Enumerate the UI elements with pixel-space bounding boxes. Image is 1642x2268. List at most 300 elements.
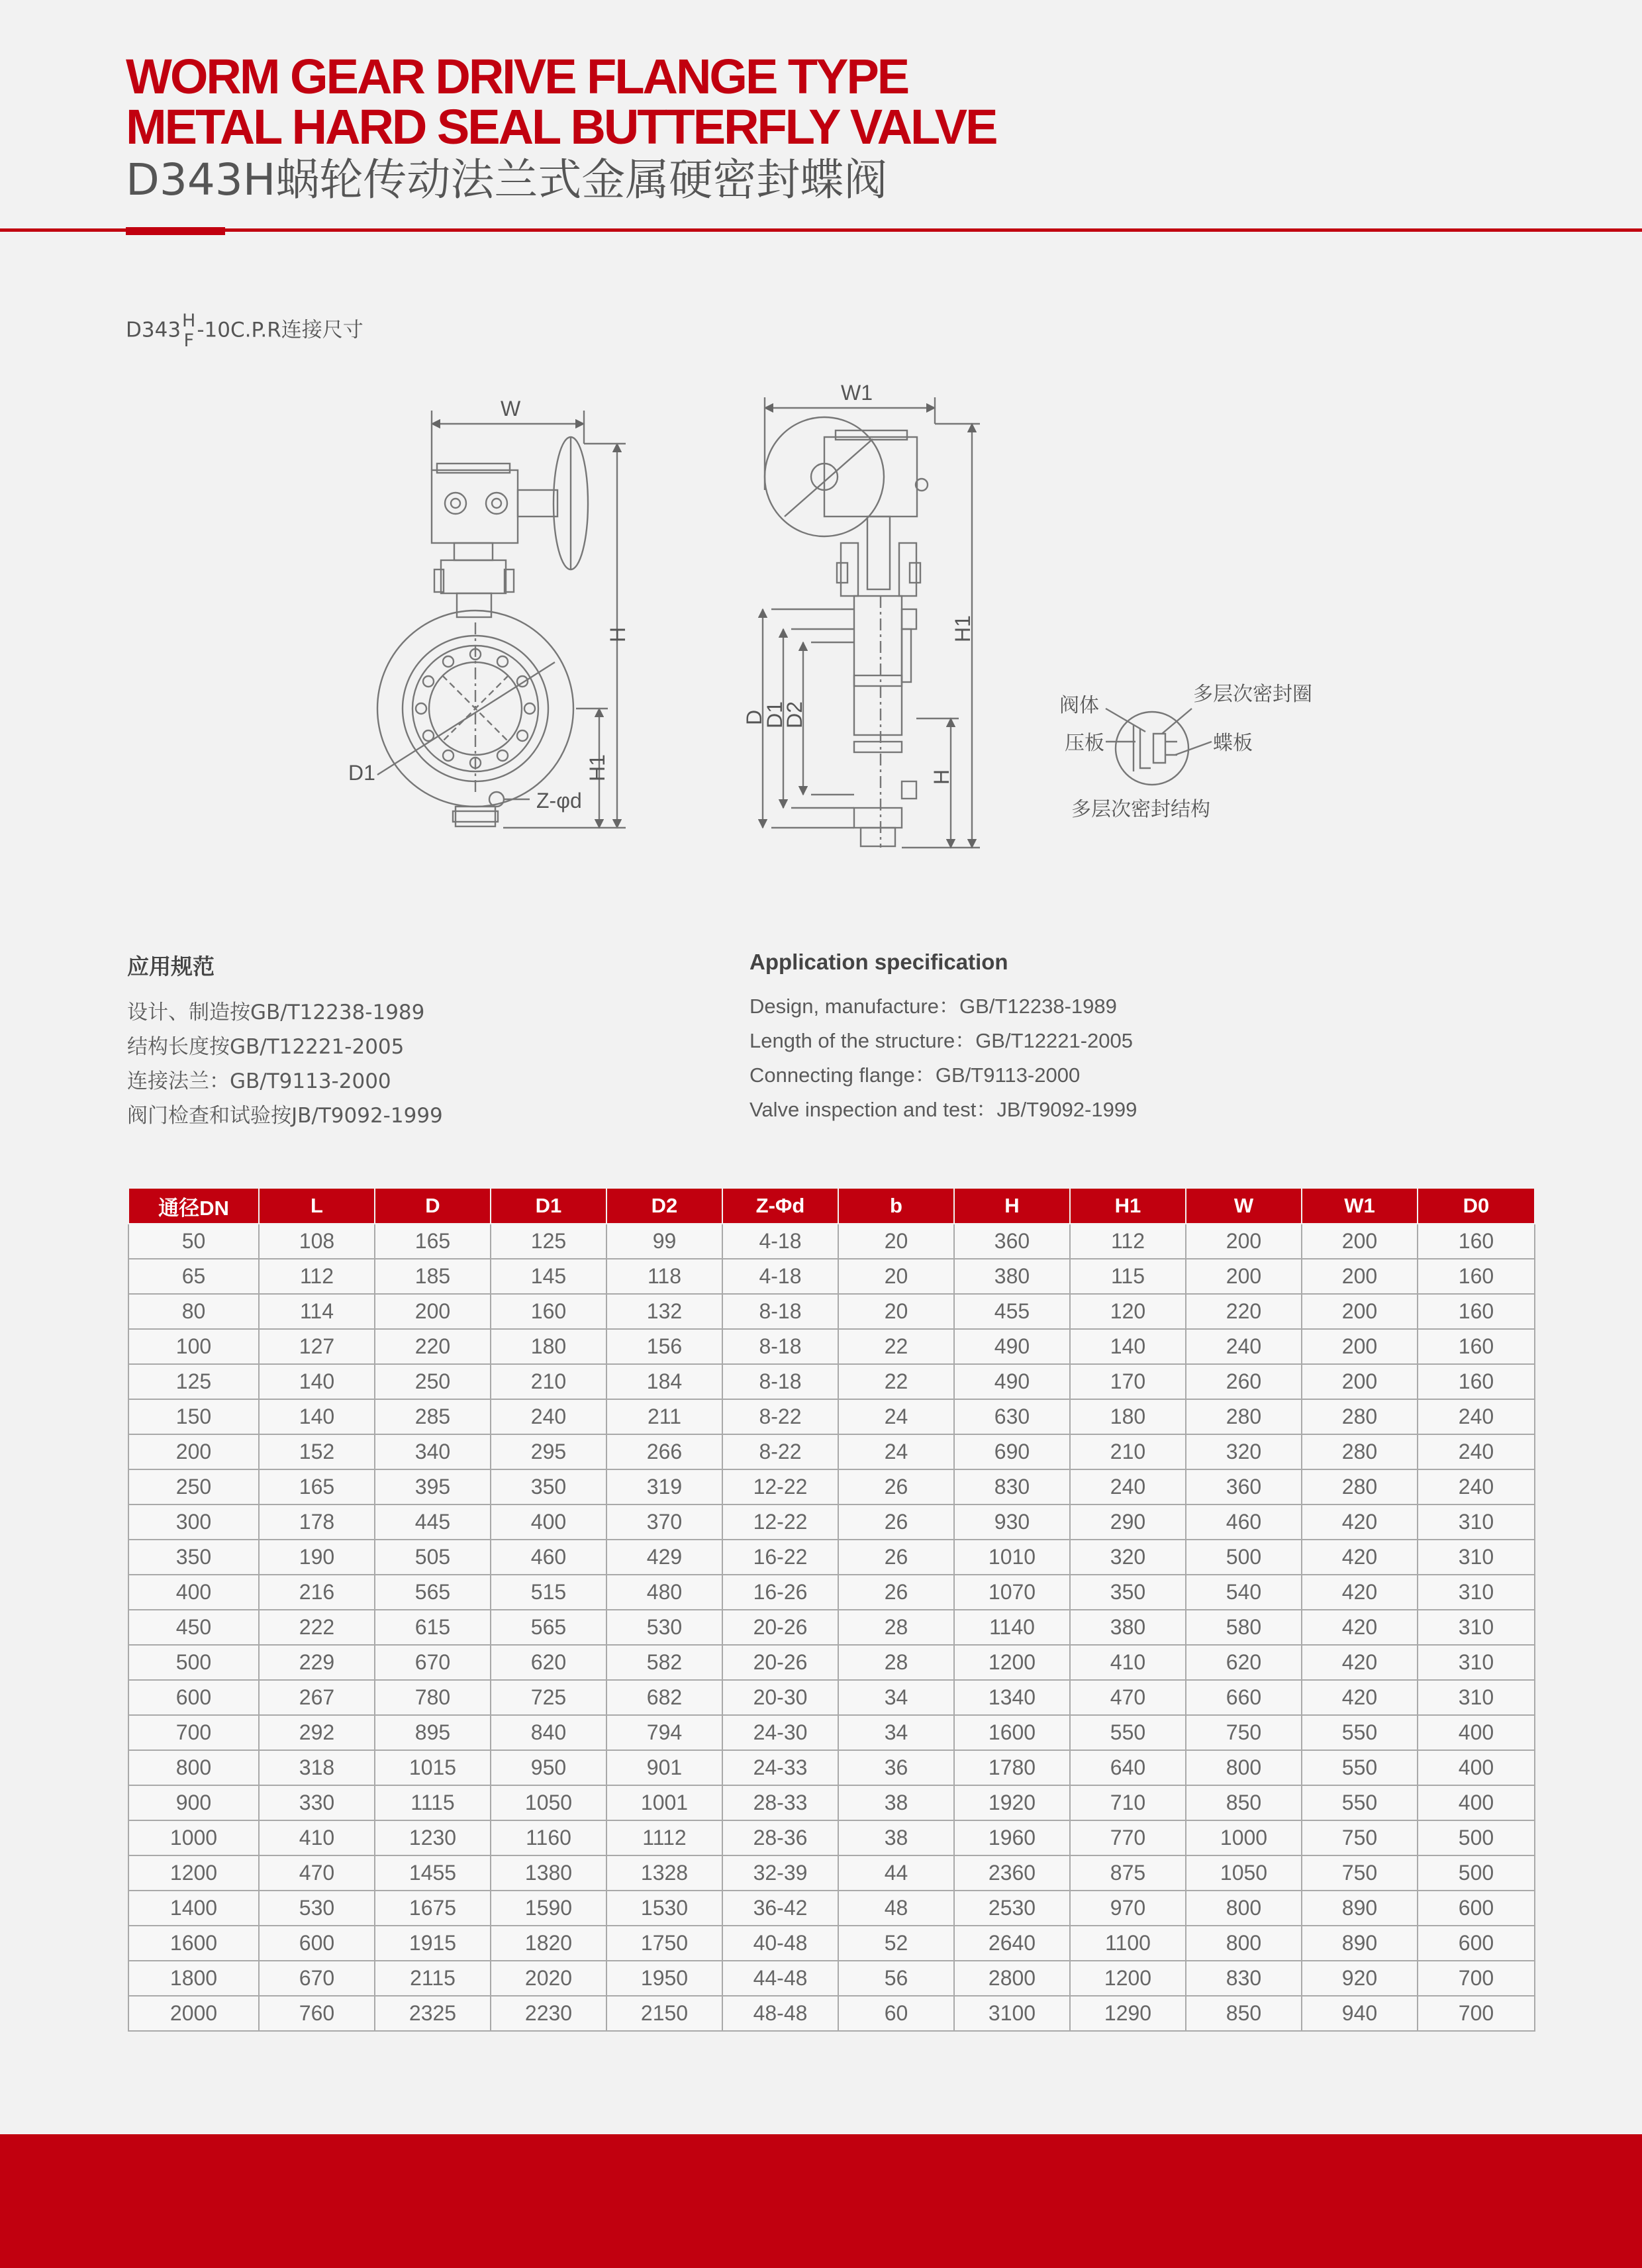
table-cell: 445 bbox=[375, 1504, 491, 1540]
table-cell: 395 bbox=[375, 1469, 491, 1504]
table-row bbox=[128, 1540, 1535, 1575]
table-cell: 2115 bbox=[375, 1961, 491, 1996]
table-cell: 830 bbox=[1186, 1961, 1302, 1996]
spec-cn-line: 结构长度按GB/T12221-2005 bbox=[127, 1035, 405, 1059]
table-row bbox=[128, 1855, 1535, 1891]
table-cell: 850 bbox=[1186, 1785, 1302, 1820]
table-cell: 165 bbox=[375, 1224, 491, 1259]
column-header: D1 bbox=[491, 1188, 606, 1224]
table-row bbox=[128, 1434, 1535, 1469]
table-cell: 500 bbox=[128, 1645, 259, 1680]
table-cell: 310 bbox=[1418, 1610, 1535, 1645]
table-cell: 20 bbox=[838, 1259, 954, 1294]
table-cell: 20-30 bbox=[722, 1680, 838, 1715]
table-cell: 1820 bbox=[491, 1926, 606, 1961]
column-header: Z-Φd bbox=[722, 1188, 838, 1224]
table-cell: 460 bbox=[1186, 1504, 1302, 1540]
table-cell: 320 bbox=[1186, 1434, 1302, 1469]
table-cell: 800 bbox=[1186, 1750, 1302, 1785]
table-cell: 470 bbox=[1070, 1680, 1186, 1715]
table-cell: 410 bbox=[1070, 1645, 1186, 1680]
table-cell: 1600 bbox=[954, 1715, 1070, 1750]
table-cell: 160 bbox=[1418, 1224, 1535, 1259]
table-cell: 240 bbox=[491, 1399, 606, 1434]
dim-label-zd: Z-φd bbox=[536, 789, 582, 813]
table-cell: 44 bbox=[838, 1855, 954, 1891]
table-cell: 280 bbox=[1302, 1469, 1418, 1504]
label-valve-body: 阀体 bbox=[1059, 694, 1099, 717]
table-cell: 140 bbox=[259, 1364, 375, 1399]
table-cell: 120 bbox=[1070, 1294, 1186, 1329]
table-row bbox=[128, 1224, 1535, 1259]
table-cell: 530 bbox=[606, 1610, 722, 1645]
table-cell: 36 bbox=[838, 1750, 954, 1785]
table-cell: 1010 bbox=[954, 1540, 1070, 1575]
table-row bbox=[128, 1575, 1535, 1610]
table-cell: 180 bbox=[491, 1329, 606, 1364]
header-divider bbox=[0, 228, 1642, 232]
table-cell: 310 bbox=[1418, 1504, 1535, 1540]
table-cell: 112 bbox=[259, 1259, 375, 1294]
table-cell: 125 bbox=[491, 1224, 606, 1259]
table-cell: 1050 bbox=[491, 1785, 606, 1820]
application-spec-en bbox=[749, 950, 1137, 1127]
table-cell: 750 bbox=[1302, 1855, 1418, 1891]
table-cell: 34 bbox=[838, 1715, 954, 1750]
table-cell: 24-30 bbox=[722, 1715, 838, 1750]
table-cell: 200 bbox=[128, 1434, 259, 1469]
table-cell: 682 bbox=[606, 1680, 722, 1715]
table-row bbox=[128, 1820, 1535, 1855]
table-cell: 1000 bbox=[128, 1820, 259, 1855]
table-cell: 280 bbox=[1302, 1434, 1418, 1469]
table-cell: 26 bbox=[838, 1540, 954, 1575]
table-cell: 4-18 bbox=[722, 1224, 838, 1259]
table-cell: 190 bbox=[259, 1540, 375, 1575]
table-row bbox=[128, 1715, 1535, 1750]
table-row bbox=[128, 1610, 1535, 1645]
table-cell: 900 bbox=[128, 1785, 259, 1820]
table-cell: 26 bbox=[838, 1575, 954, 1610]
table-cell: 40-48 bbox=[722, 1926, 838, 1961]
table-cell: 38 bbox=[838, 1785, 954, 1820]
table-cell: 1115 bbox=[375, 1785, 491, 1820]
spec-en-line: Length of the structure：GB/T12221-2005 bbox=[749, 1029, 1134, 1052]
table-cell: 660 bbox=[1186, 1680, 1302, 1715]
table-cell: 220 bbox=[375, 1329, 491, 1364]
table-cell: 840 bbox=[491, 1715, 606, 1750]
table-cell: 28-33 bbox=[722, 1785, 838, 1820]
table-cell: 44-48 bbox=[722, 1961, 838, 1996]
table-cell: 400 bbox=[1418, 1785, 1535, 1820]
table-cell: 52 bbox=[838, 1926, 954, 1961]
table-cell: 60 bbox=[838, 1996, 954, 2031]
table-cell: 890 bbox=[1302, 1891, 1418, 1926]
table-cell: 901 bbox=[606, 1750, 722, 1785]
dim-label-d: D bbox=[742, 709, 766, 725]
table-cell: 65 bbox=[128, 1259, 259, 1294]
spec-cn-line: 连接法兰：GB/T9113-2000 bbox=[127, 1069, 391, 1093]
table-cell: 690 bbox=[954, 1434, 1070, 1469]
table-cell: 350 bbox=[128, 1540, 259, 1575]
table-cell: 1001 bbox=[606, 1785, 722, 1820]
table-cell: 760 bbox=[259, 1996, 375, 2031]
table-cell: 400 bbox=[128, 1575, 259, 1610]
table-cell: 210 bbox=[491, 1364, 606, 1399]
table-cell: 132 bbox=[606, 1294, 722, 1329]
table-cell: 400 bbox=[1418, 1715, 1535, 1750]
table-row bbox=[128, 1399, 1535, 1434]
table-cell: 24 bbox=[838, 1399, 954, 1434]
table-cell: 1530 bbox=[606, 1891, 722, 1926]
table-cell: 370 bbox=[606, 1504, 722, 1540]
table-cell: 160 bbox=[491, 1294, 606, 1329]
table-cell: 160 bbox=[1418, 1259, 1535, 1294]
table-cell: 540 bbox=[1186, 1575, 1302, 1610]
column-header: W1 bbox=[1302, 1188, 1418, 1224]
table-cell: 240 bbox=[1418, 1434, 1535, 1469]
table-cell: 670 bbox=[259, 1961, 375, 1996]
table-cell: 620 bbox=[1186, 1645, 1302, 1680]
table-cell: 1590 bbox=[491, 1891, 606, 1926]
table-cell: 470 bbox=[259, 1855, 375, 1891]
table-cell: 700 bbox=[1418, 1996, 1535, 2031]
table-cell: 20 bbox=[838, 1294, 954, 1329]
table-cell: 32-39 bbox=[722, 1855, 838, 1891]
table-cell: 2020 bbox=[491, 1961, 606, 1996]
table-cell: 420 bbox=[1302, 1575, 1418, 1610]
table-cell: 600 bbox=[1418, 1891, 1535, 1926]
label-disc: 蝶板 bbox=[1213, 732, 1253, 755]
table-cell: 229 bbox=[259, 1645, 375, 1680]
table-cell: 800 bbox=[1186, 1926, 1302, 1961]
table-cell: 875 bbox=[1070, 1855, 1186, 1891]
subhead-prefix: D343 bbox=[126, 318, 181, 342]
column-header: 通径DN bbox=[128, 1188, 259, 1224]
table-cell: 1455 bbox=[375, 1855, 491, 1891]
table-cell: 108 bbox=[259, 1224, 375, 1259]
table-cell: 8-22 bbox=[722, 1399, 838, 1434]
table-cell: 240 bbox=[1070, 1469, 1186, 1504]
table-row bbox=[128, 1996, 1535, 2031]
table-cell: 420 bbox=[1302, 1610, 1418, 1645]
spec-en-line: Connecting flange：GB/T9113-2000 bbox=[749, 1063, 1081, 1087]
table-cell: 420 bbox=[1302, 1504, 1418, 1540]
table-cell: 180 bbox=[1070, 1399, 1186, 1434]
table-row bbox=[128, 1259, 1535, 1294]
table-cell: 240 bbox=[1186, 1329, 1302, 1364]
table-cell: 565 bbox=[375, 1575, 491, 1610]
table-cell: 160 bbox=[1418, 1294, 1535, 1329]
table-cell: 48 bbox=[838, 1891, 954, 1926]
table-cell: 112 bbox=[1070, 1224, 1186, 1259]
table-cell: 429 bbox=[606, 1540, 722, 1575]
table-cell: 2230 bbox=[491, 1996, 606, 2031]
table-cell: 240 bbox=[1418, 1469, 1535, 1504]
table-cell: 410 bbox=[259, 1820, 375, 1855]
subhead-fraction bbox=[182, 311, 195, 351]
table-cell: 295 bbox=[491, 1434, 606, 1469]
table-cell: 490 bbox=[954, 1329, 1070, 1364]
table-cell: 1750 bbox=[606, 1926, 722, 1961]
table-cell: 300 bbox=[128, 1504, 259, 1540]
table-cell: 895 bbox=[375, 1715, 491, 1750]
table-cell: 20-26 bbox=[722, 1645, 838, 1680]
table-cell: 420 bbox=[1302, 1680, 1418, 1715]
table-cell: 582 bbox=[606, 1645, 722, 1680]
table-cell: 115 bbox=[1070, 1259, 1186, 1294]
column-header: b bbox=[838, 1188, 954, 1224]
table-cell: 310 bbox=[1418, 1540, 1535, 1575]
table-cell: 1070 bbox=[954, 1575, 1070, 1610]
spec-cn-line: 阀门检查和试验按JB/T9092-1999 bbox=[127, 1104, 443, 1128]
table-cell: 22 bbox=[838, 1364, 954, 1399]
table-cell: 285 bbox=[375, 1399, 491, 1434]
table-cell: 2530 bbox=[954, 1891, 1070, 1926]
table-cell: 2150 bbox=[606, 1996, 722, 2031]
dim-label-w: W bbox=[501, 397, 521, 420]
table-cell: 140 bbox=[259, 1399, 375, 1434]
table-cell: 24-33 bbox=[722, 1750, 838, 1785]
table-cell: 800 bbox=[1186, 1891, 1302, 1926]
table-cell: 38 bbox=[838, 1820, 954, 1855]
table-cell: 1290 bbox=[1070, 1996, 1186, 2031]
table-cell: 970 bbox=[1070, 1891, 1186, 1926]
table-cell: 200 bbox=[1302, 1329, 1418, 1364]
table-cell: 1112 bbox=[606, 1820, 722, 1855]
table-cell: 490 bbox=[954, 1364, 1070, 1399]
table-cell: 460 bbox=[491, 1540, 606, 1575]
table-cell: 200 bbox=[1302, 1364, 1418, 1399]
table-cell: 24 bbox=[838, 1434, 954, 1469]
table-cell: 222 bbox=[259, 1610, 375, 1645]
table-cell: 360 bbox=[1186, 1469, 1302, 1504]
table-cell: 2640 bbox=[954, 1926, 1070, 1961]
table-cell: 505 bbox=[375, 1540, 491, 1575]
table-cell: 1200 bbox=[954, 1645, 1070, 1680]
table-row bbox=[128, 1891, 1535, 1926]
table-cell: 22 bbox=[838, 1329, 954, 1364]
title-en-line2: METAL HARD SEAL BUTTERFLY VALVE bbox=[126, 99, 996, 154]
product-title-en bbox=[126, 49, 996, 154]
dim-label-side-h1: H1 bbox=[951, 615, 975, 642]
table-cell: 160 bbox=[1418, 1364, 1535, 1399]
table-cell: 292 bbox=[259, 1715, 375, 1750]
spec-cn-heading: 应用规范 bbox=[127, 954, 215, 979]
column-header: D2 bbox=[606, 1188, 722, 1224]
label-seal-ring: 多层次密封圈 bbox=[1193, 683, 1312, 706]
table-cell: 210 bbox=[1070, 1434, 1186, 1469]
title-en-line1: WORM GEAR DRIVE FLANGE TYPE bbox=[126, 49, 908, 104]
table-cell: 1920 bbox=[954, 1785, 1070, 1820]
table-cell: 1140 bbox=[954, 1610, 1070, 1645]
table-cell: 36-42 bbox=[722, 1891, 838, 1926]
table-cell: 400 bbox=[1418, 1750, 1535, 1785]
dim-label-w1: W1 bbox=[841, 381, 873, 405]
table-cell: 280 bbox=[1186, 1399, 1302, 1434]
table-cell: 200 bbox=[1186, 1224, 1302, 1259]
table-cell: 550 bbox=[1070, 1715, 1186, 1750]
table-cell: 8-18 bbox=[722, 1329, 838, 1364]
table-cell: 890 bbox=[1302, 1926, 1418, 1961]
table-cell: 600 bbox=[128, 1680, 259, 1715]
table-cell: 150 bbox=[128, 1399, 259, 1434]
table-cell: 160 bbox=[1418, 1329, 1535, 1364]
table-cell: 1100 bbox=[1070, 1926, 1186, 1961]
table-cell: 290 bbox=[1070, 1504, 1186, 1540]
table-row bbox=[128, 1785, 1535, 1820]
table-cell: 930 bbox=[954, 1504, 1070, 1540]
connection-dimension-subheading bbox=[126, 311, 363, 351]
table-cell: 500 bbox=[1418, 1855, 1535, 1891]
table-row bbox=[128, 1926, 1535, 1961]
table-cell: 750 bbox=[1302, 1820, 1418, 1855]
table-row bbox=[128, 1750, 1535, 1785]
table-cell: 185 bbox=[375, 1259, 491, 1294]
table-cell: 250 bbox=[128, 1469, 259, 1504]
table-cell: 920 bbox=[1302, 1961, 1418, 1996]
table-row bbox=[128, 1645, 1535, 1680]
table-cell: 200 bbox=[1302, 1294, 1418, 1329]
table-cell: 260 bbox=[1186, 1364, 1302, 1399]
table-cell: 770 bbox=[1070, 1820, 1186, 1855]
table-cell: 310 bbox=[1418, 1645, 1535, 1680]
table-cell: 200 bbox=[375, 1294, 491, 1329]
table-cell: 940 bbox=[1302, 1996, 1418, 2031]
dim-label-front-d1: D1 bbox=[348, 761, 375, 785]
subhead-frac-bottom: F bbox=[183, 330, 194, 351]
table-cell: 240 bbox=[1418, 1399, 1535, 1434]
table-cell: 250 bbox=[375, 1364, 491, 1399]
table-row bbox=[128, 1329, 1535, 1364]
table-cell: 8-22 bbox=[722, 1434, 838, 1469]
application-spec-cn bbox=[127, 950, 443, 1133]
table-cell: 178 bbox=[259, 1504, 375, 1540]
table-cell: 114 bbox=[259, 1294, 375, 1329]
table-cell: 830 bbox=[954, 1469, 1070, 1504]
table-cell: 12-22 bbox=[722, 1469, 838, 1504]
dimension-table bbox=[128, 1187, 1535, 2032]
table-cell: 700 bbox=[1418, 1961, 1535, 1996]
table-cell: 450 bbox=[128, 1610, 259, 1645]
table-cell: 28 bbox=[838, 1610, 954, 1645]
table-cell: 20 bbox=[838, 1224, 954, 1259]
table-cell: 455 bbox=[954, 1294, 1070, 1329]
table-cell: 100 bbox=[128, 1329, 259, 1364]
table-cell: 800 bbox=[128, 1750, 259, 1785]
table-cell: 266 bbox=[606, 1434, 722, 1469]
table-cell: 1200 bbox=[1070, 1961, 1186, 1996]
table-cell: 640 bbox=[1070, 1750, 1186, 1785]
table-cell: 280 bbox=[1302, 1399, 1418, 1434]
table-cell: 310 bbox=[1418, 1680, 1535, 1715]
table-row bbox=[128, 1961, 1535, 1996]
table-cell: 480 bbox=[606, 1575, 722, 1610]
table-cell: 1960 bbox=[954, 1820, 1070, 1855]
table-cell: 1160 bbox=[491, 1820, 606, 1855]
table-cell: 184 bbox=[606, 1364, 722, 1399]
table-cell: 420 bbox=[1302, 1540, 1418, 1575]
table-row bbox=[128, 1680, 1535, 1715]
table-cell: 20-26 bbox=[722, 1610, 838, 1645]
table-cell: 400 bbox=[491, 1504, 606, 1540]
table-cell: 360 bbox=[954, 1224, 1070, 1259]
dim-label-d2: D2 bbox=[783, 701, 806, 728]
table-cell: 950 bbox=[491, 1750, 606, 1785]
table-cell: 200 bbox=[1302, 1224, 1418, 1259]
table-cell: 350 bbox=[1070, 1575, 1186, 1610]
table-cell: 340 bbox=[375, 1434, 491, 1469]
table-cell: 780 bbox=[375, 1680, 491, 1715]
table-cell: 140 bbox=[1070, 1329, 1186, 1364]
table-cell: 1600 bbox=[128, 1926, 259, 1961]
table-cell: 26 bbox=[838, 1504, 954, 1540]
table-cell: 580 bbox=[1186, 1610, 1302, 1645]
dim-label-front-h1: H1 bbox=[585, 754, 609, 781]
table-cell: 380 bbox=[1070, 1610, 1186, 1645]
table-cell: 420 bbox=[1302, 1645, 1418, 1680]
table-cell: 2360 bbox=[954, 1855, 1070, 1891]
column-header: D0 bbox=[1418, 1188, 1535, 1224]
table-cell: 200 bbox=[1186, 1259, 1302, 1294]
table-cell: 500 bbox=[1186, 1540, 1302, 1575]
table-cell: 50 bbox=[128, 1224, 259, 1259]
table-cell: 620 bbox=[491, 1645, 606, 1680]
table-cell: 565 bbox=[491, 1610, 606, 1645]
table-cell: 1950 bbox=[606, 1961, 722, 1996]
table-cell: 1800 bbox=[128, 1961, 259, 1996]
column-header: L bbox=[259, 1188, 375, 1224]
table-cell: 1050 bbox=[1186, 1855, 1302, 1891]
table-cell: 170 bbox=[1070, 1364, 1186, 1399]
table-cell: 3100 bbox=[954, 1996, 1070, 2031]
table-cell: 220 bbox=[1186, 1294, 1302, 1329]
footer-band bbox=[0, 2134, 1642, 2268]
table-cell: 550 bbox=[1302, 1750, 1418, 1785]
table-cell: 600 bbox=[259, 1926, 375, 1961]
table-cell: 530 bbox=[259, 1891, 375, 1926]
table-cell: 515 bbox=[491, 1575, 606, 1610]
column-header: H bbox=[954, 1188, 1070, 1224]
table-cell: 211 bbox=[606, 1399, 722, 1434]
header-accent-bar bbox=[126, 227, 225, 235]
table-cell: 1780 bbox=[954, 1750, 1070, 1785]
table-row bbox=[128, 1364, 1535, 1399]
table-cell: 1380 bbox=[491, 1855, 606, 1891]
spec-cn-line: 设计、制造按GB/T12238-1989 bbox=[127, 1001, 425, 1024]
table-cell: 320 bbox=[1070, 1540, 1186, 1575]
column-header: W bbox=[1186, 1188, 1302, 1224]
table-cell: 118 bbox=[606, 1259, 722, 1294]
table-cell: 12-22 bbox=[722, 1504, 838, 1540]
table-cell: 630 bbox=[954, 1399, 1070, 1434]
spec-en-line: Valve inspection and test：JB/T9092-1999 bbox=[749, 1098, 1137, 1121]
table-cell: 1000 bbox=[1186, 1820, 1302, 1855]
dim-label-side-d1: D1 bbox=[763, 701, 787, 728]
table-cell: 4-18 bbox=[722, 1259, 838, 1294]
table-cell: 16-22 bbox=[722, 1540, 838, 1575]
table-cell: 318 bbox=[259, 1750, 375, 1785]
table-cell: 350 bbox=[491, 1469, 606, 1504]
subhead-suffix: -10C.P.R连接尺寸 bbox=[197, 318, 363, 342]
label-seal-structure: 多层次密封结构 bbox=[1071, 798, 1210, 821]
table-row bbox=[128, 1504, 1535, 1540]
table-cell: 34 bbox=[838, 1680, 954, 1715]
table-cell: 670 bbox=[375, 1645, 491, 1680]
table-cell: 152 bbox=[259, 1434, 375, 1469]
table-cell: 267 bbox=[259, 1680, 375, 1715]
table-cell: 2000 bbox=[128, 1996, 259, 2031]
